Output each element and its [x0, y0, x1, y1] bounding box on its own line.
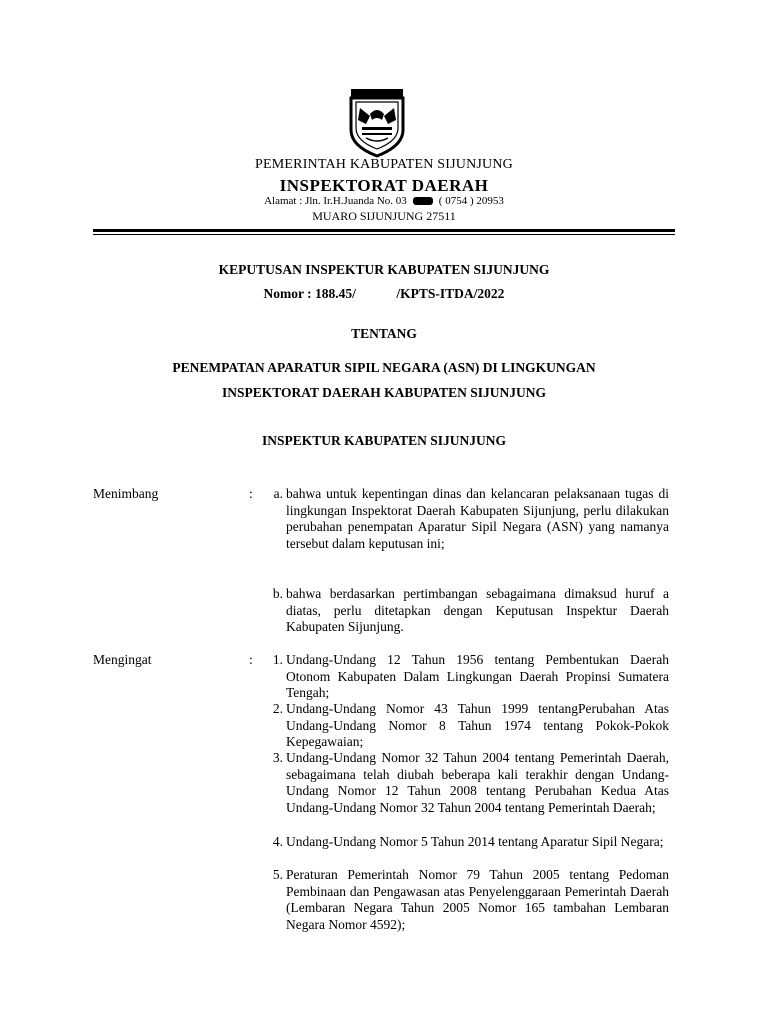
mengingat-item-text: Undang-Undang Nomor 5 Tahun 2014 tentang Aparatur Sipil Negara;: [286, 834, 664, 849]
decree-number: Nomor : 188.45/ /KPTS-ITDA/2022: [263, 286, 505, 301]
mengingat-item-text: Peraturan Pemerintah Nomor 79 Tahun 2005 tentang Pedoman Pembinaan dan Pengawasan atas Penyelenggaraan Pemerintah Daerah (Lembaran Negara Tahun 2005 Nomor 165 tambahan Lembaran Negara Nomor 4592);: [286, 867, 669, 932]
decree-title: KEPUTUSAN INSPEKTUR KABUPATEN SIJUNJUNG: [218, 262, 550, 277]
phone-number: ( 0754 ) 20953: [438, 195, 504, 207]
address-text: Alamat : Jln. Ir.H.Juanda No. 03: [264, 195, 407, 207]
letterhead-divider-thin: [93, 234, 675, 235]
mengingat-item-number: 1.: [272, 652, 283, 667]
about-heading: TENTANG: [351, 326, 417, 341]
menimbang-label: Menimbang: [93, 486, 159, 501]
menimbang-item-number: b.: [272, 586, 283, 601]
authority-heading: INSPEKTUR KABUPATEN SIJUNJUNG: [261, 433, 507, 448]
city-postal: MUARO SIJUNJUNG 27511: [312, 209, 456, 223]
mengingat-item-text: Undang-Undang Nomor 32 Tahun 2004 tentang Pemerintah Daerah, sebagaimana telah diubah beberapa kali terakhir dengan Undang-Undang Nomor 12 Tahun 2008 tentang Perubahan Kedua Atas Undang-Undang Nomor 32 Tahun 2004 tentang Pemerintah Daerah;: [286, 750, 669, 815]
mengingat-item-text: Undang-Undang Nomor 43 Tahun 1999 tentangPerubahan Atas Undang-Undang Nomor 8 Tahun 1974 tentang Pokok-Pokok Kepegawaian;: [286, 701, 669, 749]
menimbang-colon: :: [249, 486, 253, 501]
mengingat-item-number: 5.: [272, 867, 283, 882]
mengingat-item-number: 4.: [272, 834, 283, 849]
regency-emblem-icon: [348, 86, 406, 158]
subject-line-1: PENEMPATAN APARATUR SIPIL NEGARA (ASN) DI LINGKUNGAN: [172, 360, 596, 375]
mengingat-item-number: 2.: [272, 701, 283, 716]
agency-name: INSPEKTORAT DAERAH: [279, 176, 489, 195]
subject-line-2: INSPEKTORAT DAERAH KABUPATEN SIJUNJUNG: [222, 385, 546, 400]
mengingat-item-number: 3.: [272, 750, 283, 765]
government-name: PEMERINTAH KABUPATEN SIJUNJUNG: [255, 157, 513, 172]
address-line: [0, 195, 768, 207]
mengingat-colon: :: [249, 652, 253, 667]
menimbang-item-number: a.: [273, 486, 283, 501]
letterhead-divider-thick: [93, 229, 675, 232]
mengingat-label: Mengingat: [93, 652, 152, 667]
mengingat-item-text: Undang-Undang 12 Tahun 1956 tentang Pembentukan Daerah Otonom Kabupaten Dalam Lingkungan Daerah Propinsi Sumatera Tengah;: [286, 652, 669, 700]
menimbang-item-text: bahwa berdasarkan pertimbangan sebagaimana dimaksud huruf a diatas, perlu ditetapkan dengan Keputusan Inspektur Daerah Kabupaten Sijunjung.: [286, 586, 669, 634]
phone-icon: [413, 197, 433, 205]
menimbang-item-text: bahwa untuk kepentingan dinas dan kelancaran pelaksanaan tugas di lingkungan Inspektorat Daerah Kabupaten Sijunjung, perlu dilakukan perubahan penempatan Aparatur Sipil Negara (ASN) yang namanya tersebut dalam keputusan ini;: [286, 486, 669, 551]
